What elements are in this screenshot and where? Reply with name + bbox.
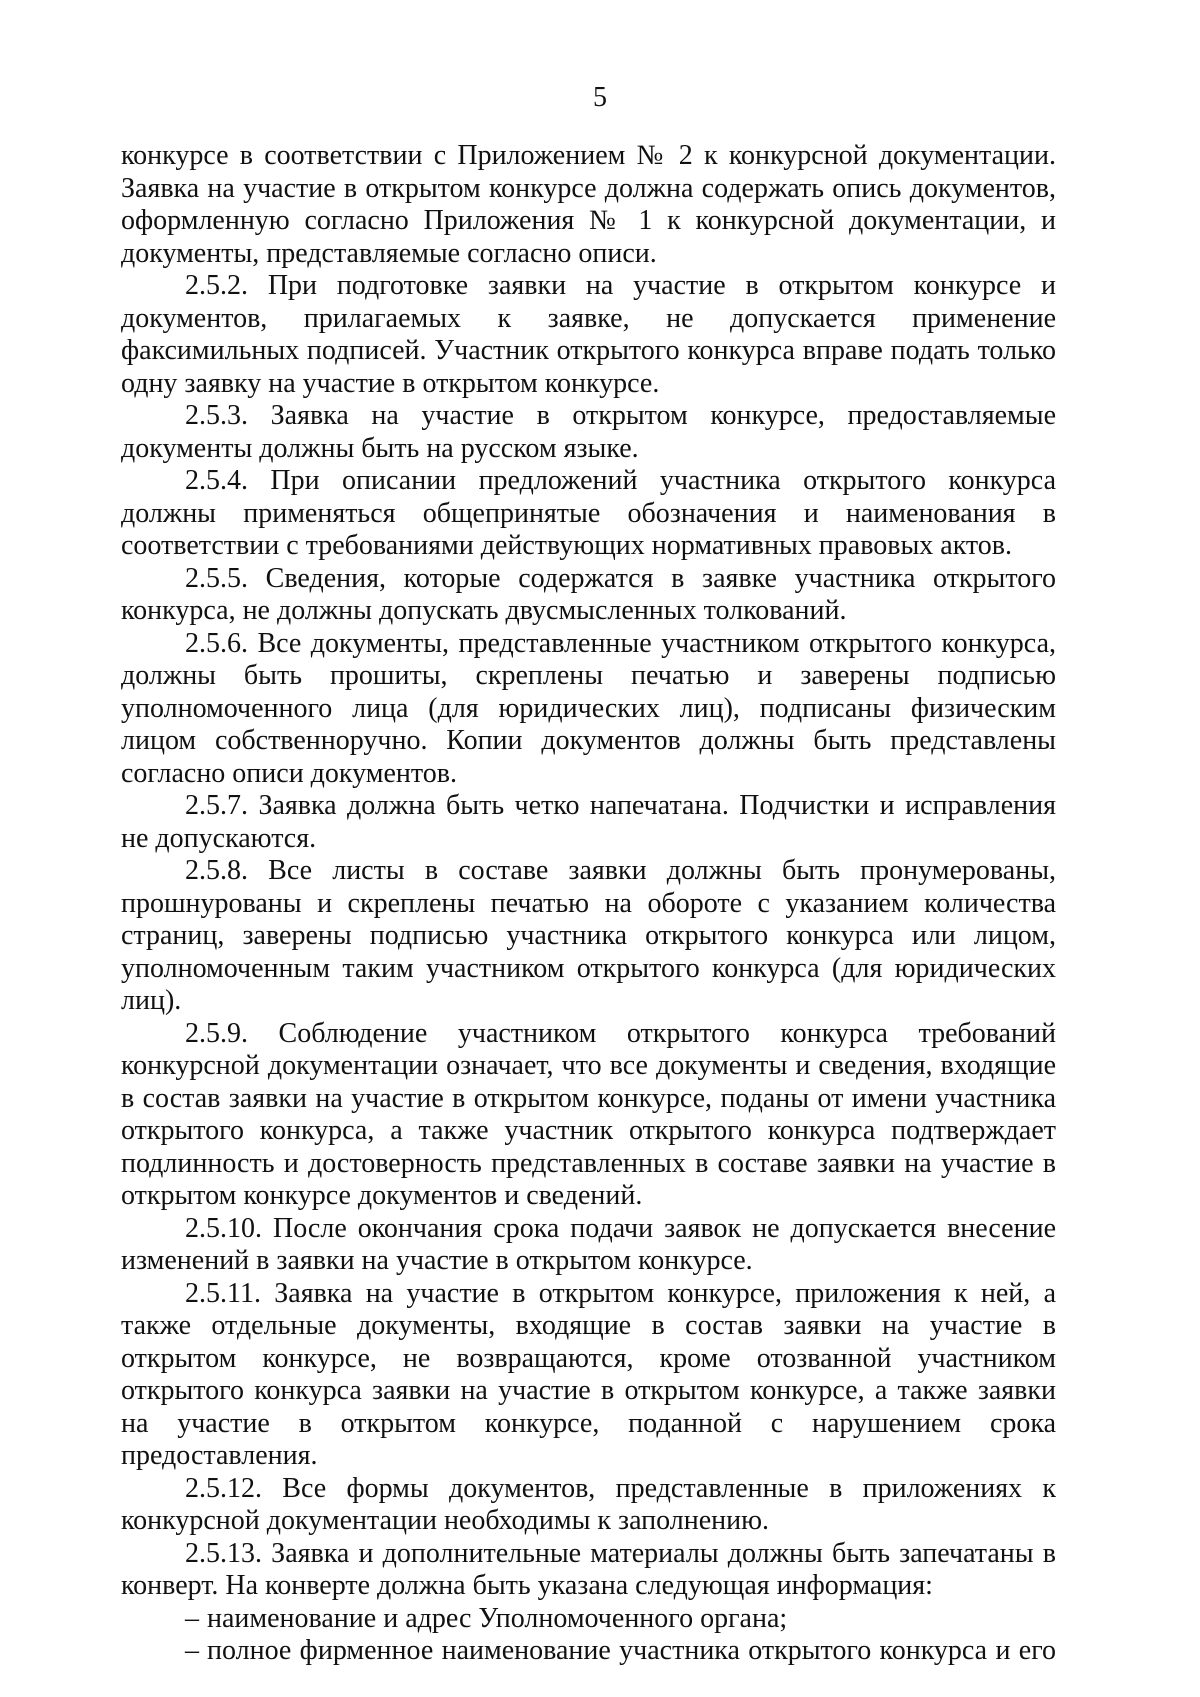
clause-text: При описании предложений участника открытого конкурса должны применяться общепринятые обозначения и наименования в соответствии с требованиями действующих нормативных правовых актов.	[121, 465, 1056, 561]
clause-text: Заявка и дополнительные материалы должны быть запечатаны в конверт. На конверте должна быть указана следующая информация:	[121, 1537, 1056, 1601]
clause-2-5-4	[121, 465, 1056, 563]
clause-2-5-6	[121, 628, 1056, 791]
list-item-text: полное фирменное наименование участника открытого конкурса и его	[207, 1635, 1056, 1666]
document-body	[121, 140, 1056, 1668]
list-item	[121, 1603, 1056, 1636]
clause-text: Соблюдение участником открытого конкурса требований конкурсной документации означает, что все документы и сведения, входящие в состав заявки на участие в открытом конкурсе, поданы от имени участника открытого конкурса, а также участник открытого конкурса подтверждает подлинность и достоверность представленных в составе заявки на участие в открытом конкурсе документов и сведений.	[121, 1017, 1056, 1211]
clause-number: 2.5.2.	[185, 270, 248, 301]
clause-2-5-2	[121, 270, 1056, 400]
clause-number: 2.5.4.	[185, 465, 248, 496]
clause-number: 2.5.7.	[185, 790, 248, 821]
clause-number: 2.5.13.	[185, 1537, 262, 1569]
clause-2-5-13	[121, 1538, 1056, 1603]
clause-text: Все листы в составе заявки должны быть пронумерованы, прошнурованы и скреплены печатью на обороте с указанием количества страниц, заверены подписью участника открытого конкурса или лицом, уполномоченным таким участником открытого конкурса (для юридических лиц).	[121, 855, 1056, 1016]
dash-bullet: –	[185, 1635, 199, 1666]
clause-number: 2.5.12.	[185, 1472, 262, 1504]
clause-number: 2.5.10.	[185, 1212, 262, 1244]
dash-bullet: –	[185, 1602, 199, 1634]
intro-paragraph: конкурсе в соответствии с Приложением № 2 к конкурсной документации. Заявка на участие в открытом конкурсе должна содержать опись документов, оформленную согласно Приложения № 1 к конкурсной документации, и документы, представляемые согласно описи.	[121, 140, 1056, 269]
clause-2-5-3	[121, 400, 1056, 465]
clause-2-5-7	[121, 790, 1056, 855]
clause-2-5-12	[121, 1473, 1056, 1538]
clause-number: 2.5.11.	[185, 1277, 261, 1309]
clause-number: 2.5.3.	[185, 400, 248, 431]
clause-text: Заявка на участие в открытом конкурсе, предоставляемые документы должны быть на русском языке.	[121, 400, 1057, 464]
clause-2-5-11	[121, 1278, 1056, 1473]
clause-text: При подготовке заявки на участие в открытом конкурсе и документов, прилагаемых к заявке, не допускается применение факсимильных подписей. Участник открытого конкурса вправе подать только одну заявку на участие в открытом конкурсе.	[121, 270, 1056, 399]
clause-2-5-10	[121, 1213, 1056, 1278]
page-number: 5	[593, 82, 607, 113]
list-item	[121, 1635, 1056, 1668]
clause-2-5-8	[121, 855, 1056, 1018]
clause-number: 2.5.5.	[185, 562, 248, 594]
clause-text: После окончания срока подачи заявок не допускается внесение изменений в заявки на участие в открытом конкурсе.	[121, 1212, 1057, 1276]
clause-text: Все формы документов, представленные в приложениях к конкурсной документации необходимы к заполнению.	[121, 1472, 1056, 1536]
clause-number: 2.5.9.	[185, 1017, 248, 1049]
clause-text: Все документы, представленные участником открытого конкурса, должны быть прошиты, скреплены печатью и заверены подписью уполномоченного лица (для юридических лиц), подписаны физическим лицом собственноручно. Копии документов должны быть представлены согласно описи документов.	[121, 627, 1057, 789]
clause-text: Заявка на участие в открытом конкурсе, приложения к ней, а также отдельные документы, входящие в состав заявки на участие в открытом конкурсе, не возвращаются, кроме отозванной участником открытого конкурса заявки на участие в открытом конкурсе, а также заявки на участие в открытом конкурсе, поданной с нарушением срока предоставления.	[121, 1277, 1056, 1471]
clause-text: Заявка должна быть четко напечатана. Подчистки и исправления не допускаются.	[121, 790, 1057, 854]
clause-2-5-5	[121, 563, 1056, 628]
clause-2-5-9	[121, 1018, 1056, 1213]
clause-text: Сведения, которые содержатся в заявке участника открытого конкурса, не должны допускать двусмысленных толкований.	[121, 562, 1056, 626]
clause-number: 2.5.8.	[185, 855, 248, 886]
clause-number: 2.5.6.	[185, 627, 248, 659]
list-item-text: наименование и адрес Уполномоченного органа;	[207, 1602, 788, 1634]
